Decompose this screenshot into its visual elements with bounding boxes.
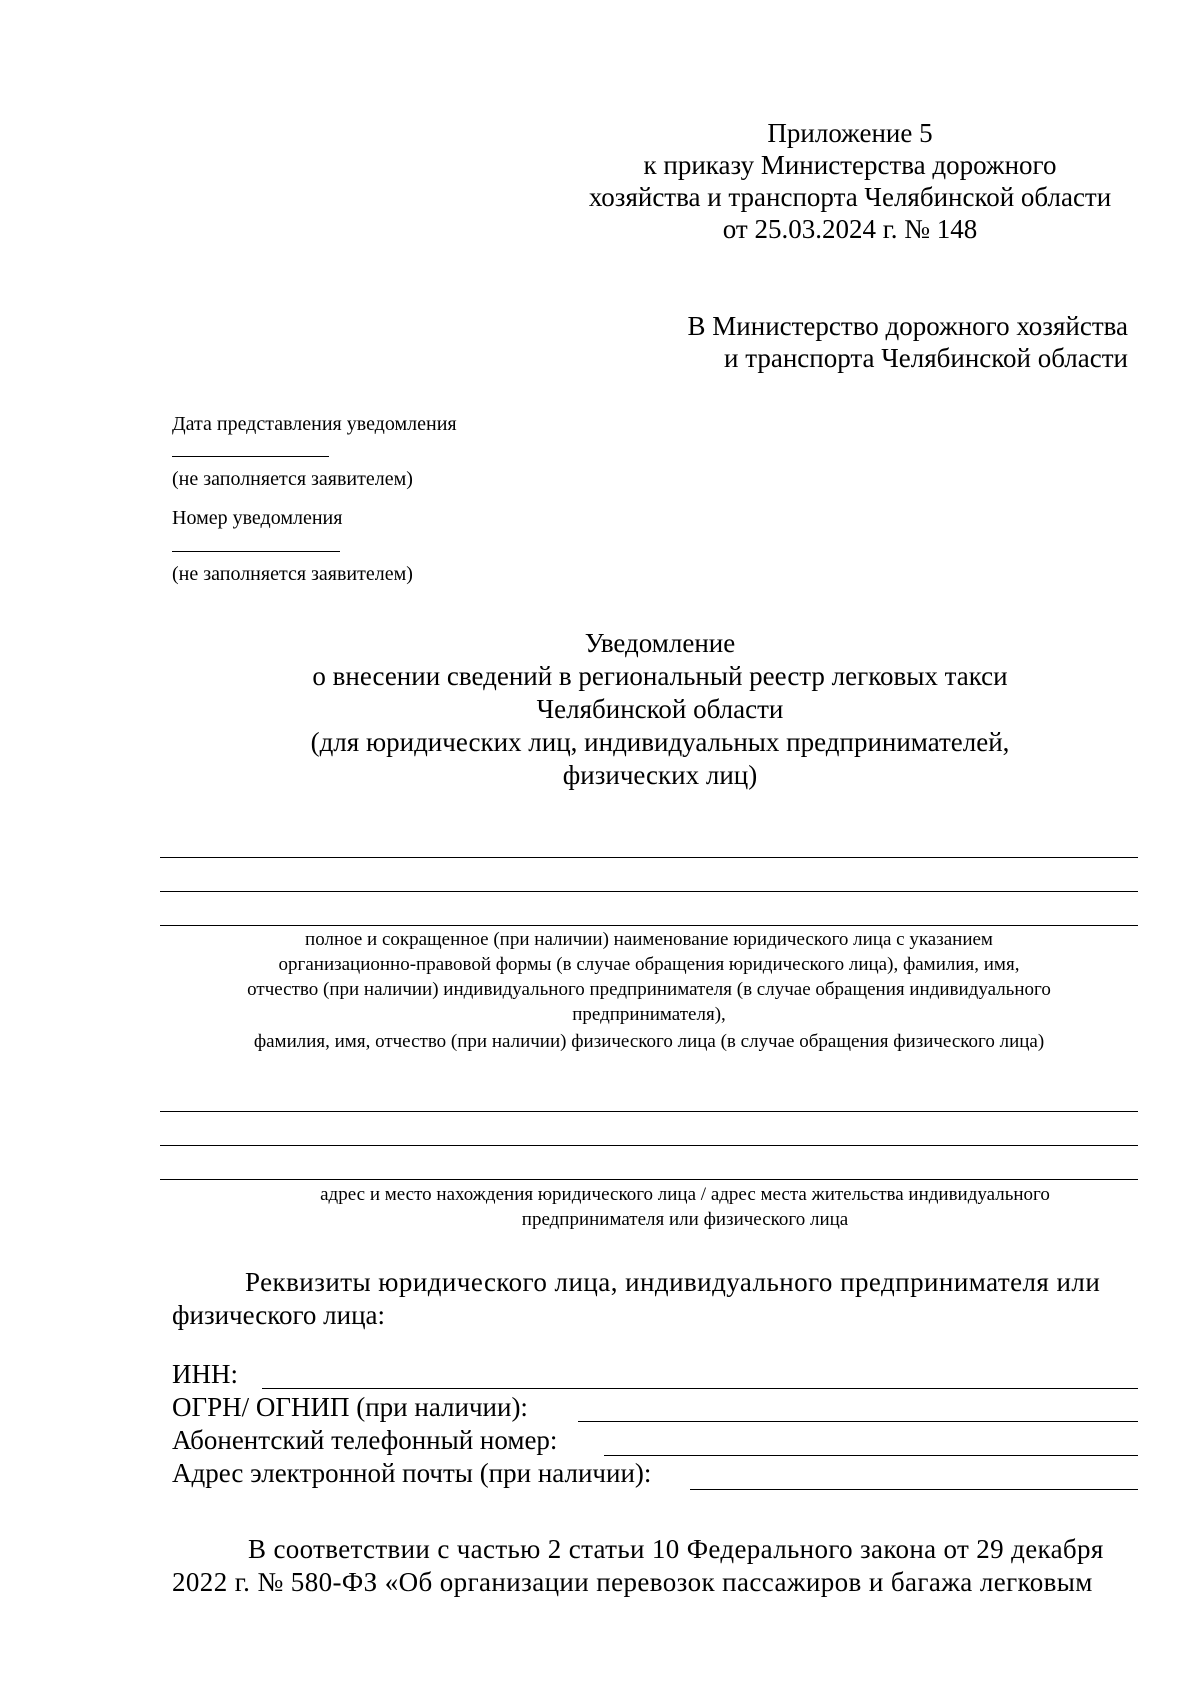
- title-line-2: о внесении сведений в региональный реестр легковых такси: [312, 661, 1008, 691]
- inn-field[interactable]: [262, 1388, 1138, 1389]
- address-fill-line-3[interactable]: [160, 1179, 1138, 1180]
- date-note: (не заполняется заявителем): [172, 468, 413, 490]
- ogrn-label: ОГРН/ ОГНИП (при наличии):: [172, 1392, 528, 1422]
- name-hint-line-2: организационно-правовой формы (в случае обращения юридического лица), фамилия, имя,: [278, 954, 1020, 975]
- title-line-1: Уведомление: [584, 628, 736, 658]
- number-label: Номер уведомления: [172, 507, 343, 529]
- email-field[interactable]: [690, 1489, 1138, 1490]
- appendix-date: от 25.03.2024 г. № 148: [722, 214, 978, 244]
- title-line-3: Челябинской области: [536, 694, 784, 724]
- date-label: Дата представления уведомления: [172, 413, 457, 435]
- phone-label: Абонентский телефонный номер:: [172, 1425, 558, 1455]
- phone-field[interactable]: [604, 1455, 1138, 1456]
- requisites-heading-line-1: Реквизиты юридического лица, индивидуального предпринимателя или: [245, 1267, 1101, 1297]
- number-note: (не заполняется заявителем): [172, 563, 413, 585]
- name-hint-line-5: фамилия, имя, отчество (при наличии) физического лица (в случае обращения физического лица): [253, 1031, 1045, 1052]
- name-hint-line-1: полное и сокращенное (при наличии) наименование юридического лица с указанием: [305, 929, 993, 950]
- appendix-ministry: хозяйства и транспорта Челябинской области: [588, 182, 1112, 212]
- ogrn-field[interactable]: [578, 1421, 1138, 1422]
- title-line-5: физических лиц): [562, 760, 758, 790]
- number-blank-line: [172, 551, 340, 552]
- addressee-line-1: В Министерство дорожного хозяйства: [687, 311, 1128, 341]
- body-line-2: 2022 г. № 580-ФЗ «Об организации перевозок пассажиров и багажа легковым: [172, 1567, 1093, 1597]
- name-hint-line-4: предпринимателя),: [572, 1004, 726, 1025]
- name-fill-line-2[interactable]: [160, 891, 1138, 892]
- body-line-1: В соответствии с частью 2 статьи 10 Федерального закона от 29 декабря: [248, 1534, 1104, 1564]
- inn-label: ИНН:: [172, 1359, 238, 1389]
- date-blank-line: [172, 456, 329, 457]
- address-fill-line-2[interactable]: [160, 1145, 1138, 1146]
- requisites-heading-line-2: физического лица:: [172, 1300, 386, 1330]
- addressee-line-2: и транспорта Челябинской области: [724, 343, 1128, 373]
- name-hint-line-3: отчество (при наличии) индивидуального предпринимателя (в случае обращения индивидуального: [247, 979, 1051, 1000]
- name-fill-line-3[interactable]: [160, 925, 1138, 926]
- name-fill-line-1[interactable]: [160, 857, 1138, 858]
- address-hint-line-1: адрес и место нахождения юридического лица / адрес места жительства индивидуального: [320, 1184, 1050, 1205]
- appendix-order-ref: к приказу Министерства дорожного: [643, 150, 1057, 180]
- address-hint-line-2: предпринимателя или физического лица: [521, 1209, 849, 1230]
- appendix-number: Приложение 5: [767, 118, 933, 148]
- email-label: Адрес электронной почты (при наличии):: [172, 1458, 652, 1488]
- title-line-4: (для юридических лиц, индивидуальных предпринимателей,: [310, 727, 1010, 757]
- address-fill-line-1[interactable]: [160, 1111, 1138, 1112]
